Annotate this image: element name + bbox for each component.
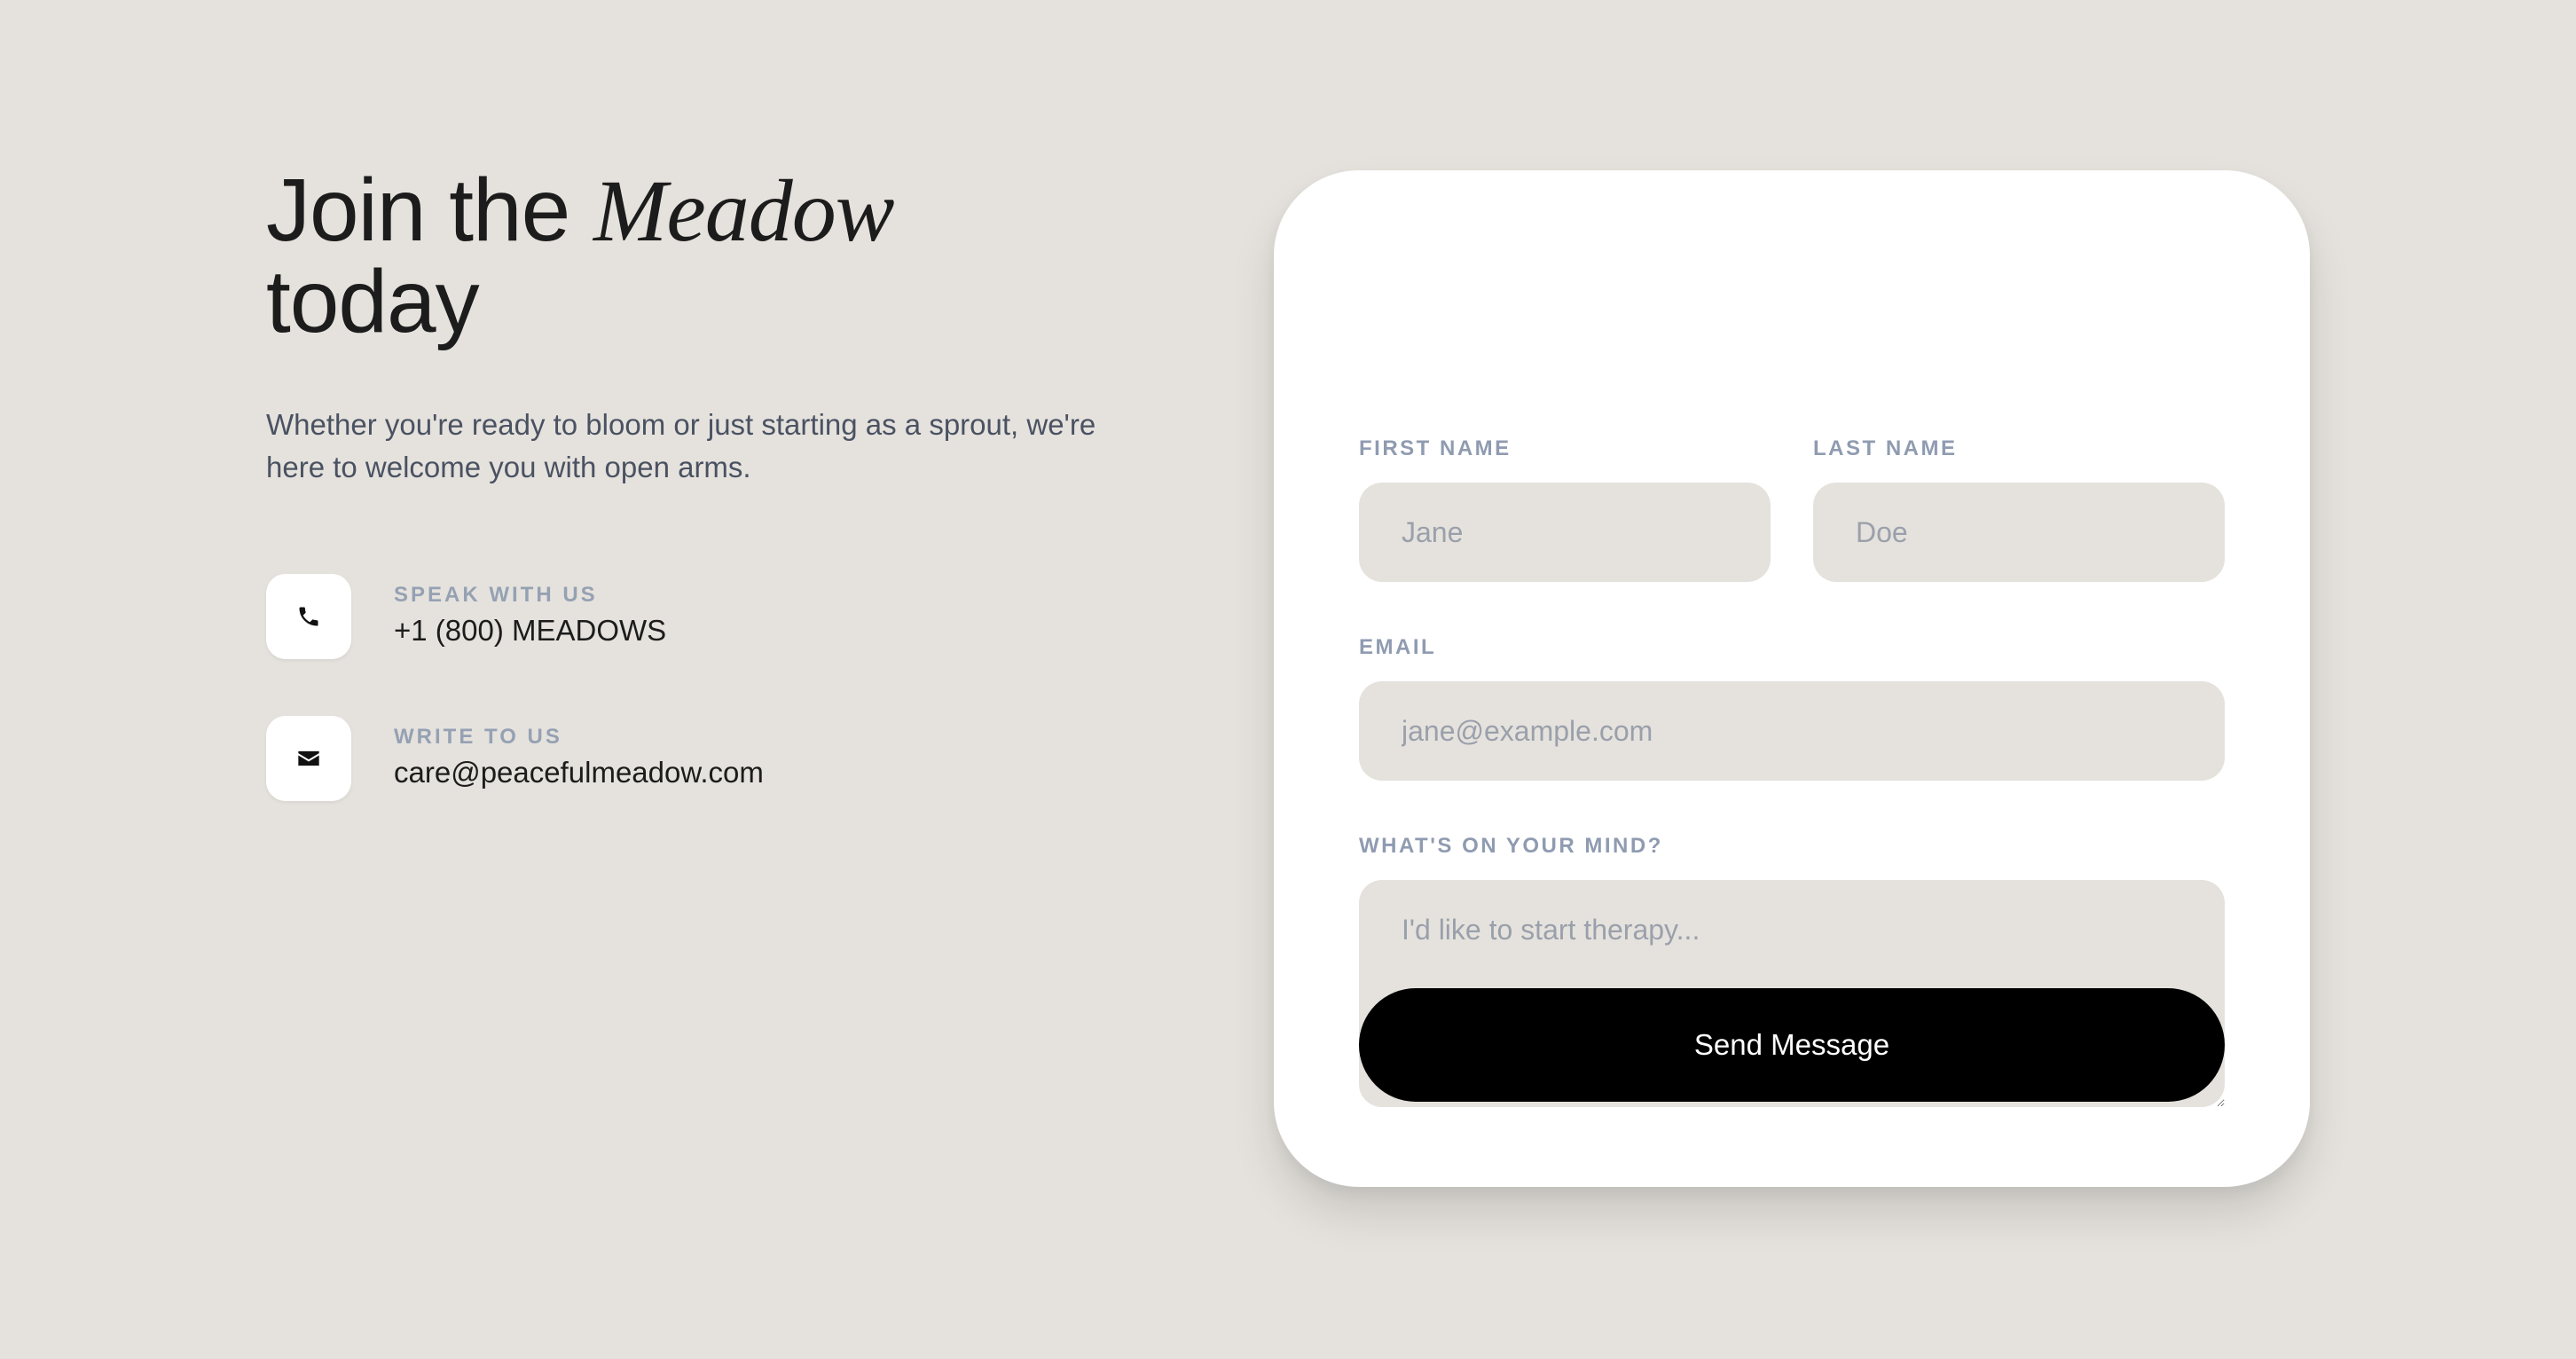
email-field[interactable] <box>1359 681 2225 781</box>
contact-phone <box>266 574 1153 659</box>
title-accent: Meadow <box>593 161 894 260</box>
page-title <box>266 161 1153 351</box>
message-label: WHAT'S ON YOUR MIND? <box>1359 834 1663 858</box>
last-name-label: LAST NAME <box>1813 436 1958 460</box>
phone-icon <box>266 574 351 659</box>
intro-section <box>266 161 1153 801</box>
contact-phone-text <box>394 583 666 650</box>
page-subtitle: Whether you're ready to bloom or just starting as a sprout, we're here to welcome you with open arms. <box>266 408 1096 483</box>
contact-email <box>266 716 1153 801</box>
contact-email-text <box>394 725 764 792</box>
title-end: today <box>266 252 479 351</box>
title-start: Join the <box>266 161 594 260</box>
first-name-field[interactable] <box>1359 483 1771 582</box>
email-label: EMAIL <box>1359 635 1437 659</box>
contact-list <box>266 574 1153 801</box>
contact-phone-label: SPEAK WITH US <box>394 583 598 607</box>
contact-form <box>1274 170 2310 1187</box>
phone-number-link[interactable]: +1 (800) MEADOWS <box>394 614 667 647</box>
contact-email-label: WRITE TO US <box>394 725 562 749</box>
first-name-label: FIRST NAME <box>1359 436 1512 460</box>
last-name-field[interactable] <box>1813 483 2225 582</box>
envelope-icon <box>266 716 351 801</box>
send-message-button[interactable]: Send Message <box>1359 988 2225 1102</box>
email-address-link[interactable]: care@peacefulmeadow.com <box>394 756 764 789</box>
